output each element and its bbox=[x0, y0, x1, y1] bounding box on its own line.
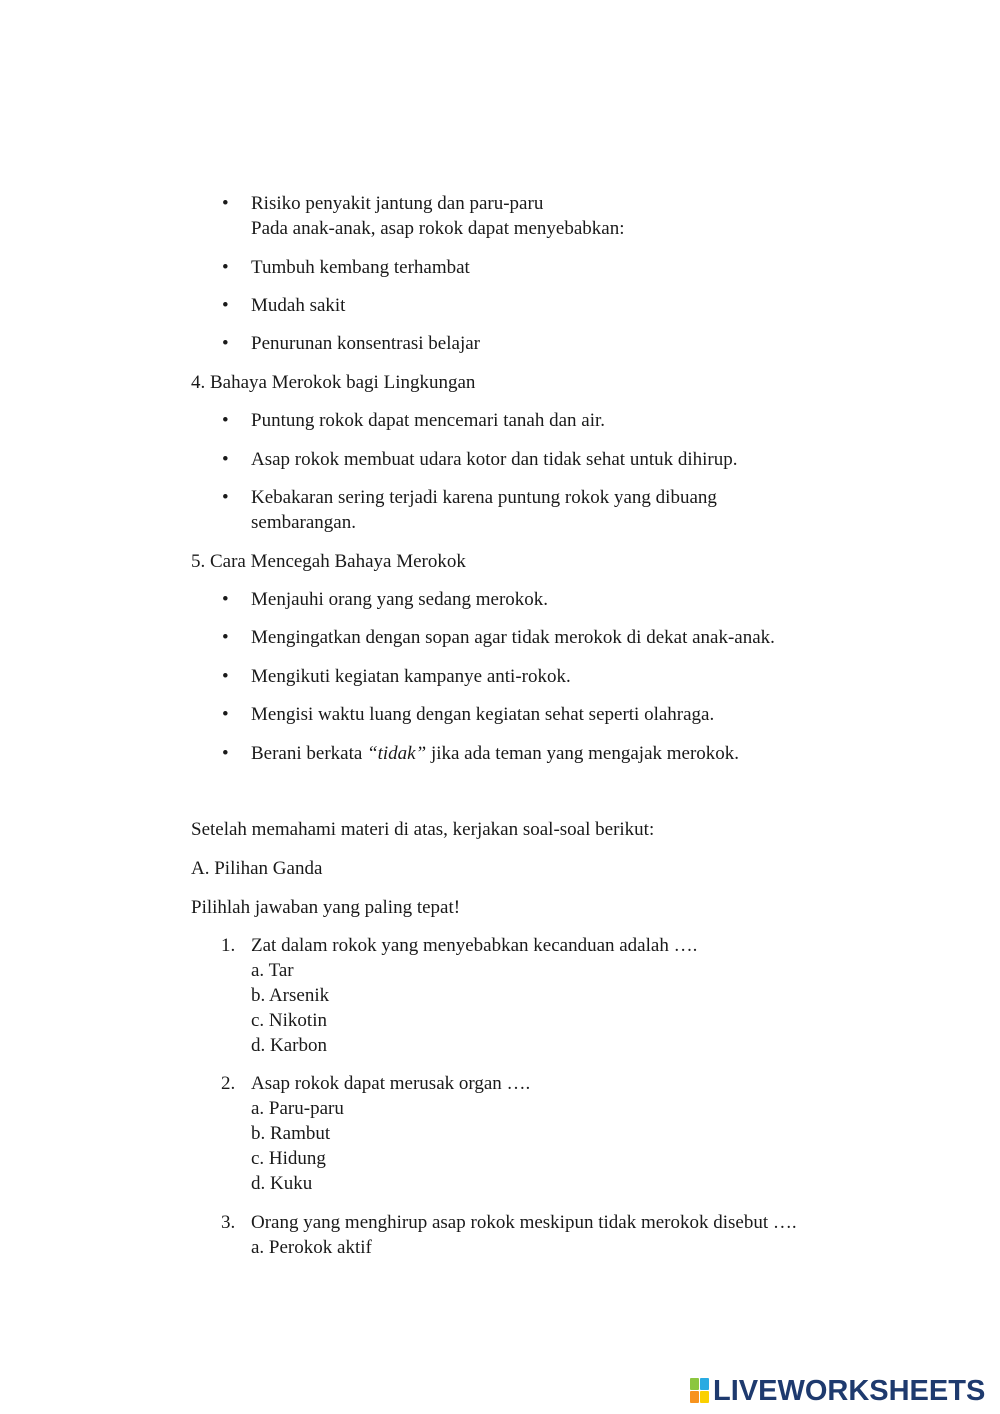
answer-option[interactable]: d. Kuku bbox=[251, 1173, 313, 1194]
liveworksheets-logo[interactable] bbox=[690, 1376, 985, 1406]
bullet-dot: • bbox=[222, 449, 229, 470]
answer-option[interactable]: b. Arsenik bbox=[251, 985, 330, 1006]
bullet-dot: • bbox=[222, 487, 229, 508]
answer-option[interactable]: a. Paru-paru bbox=[251, 1098, 344, 1119]
prevention-item: Mengisi waktu luang dengan kegiatan sehat seperti olahraga. bbox=[251, 704, 715, 725]
answer-option[interactable]: c. Nikotin bbox=[251, 1010, 327, 1031]
exercise-intro: Setelah memahami materi di atas, kerjakan soal-soal berikut: bbox=[191, 819, 655, 840]
children-intro: Pada anak-anak, asap rokok dapat menyebabkan: bbox=[251, 218, 625, 239]
logo-text: LIVEWORKSHEETS bbox=[713, 1374, 986, 1407]
environment-item: Asap rokok membuat udara kotor dan tidak sehat untuk dihirup. bbox=[251, 449, 738, 470]
question-text: Orang yang menghirup asap rokok meskipun tidak merokok disebut …. bbox=[251, 1212, 797, 1233]
say-no-prefix: Berani berkata bbox=[251, 743, 368, 764]
bullet-dot: • bbox=[222, 193, 229, 214]
bullet-dot: • bbox=[222, 410, 229, 431]
bullet-dot: • bbox=[222, 589, 229, 610]
environment-item: Kebakaran sering terjadi karena puntung rokok yang dibuang bbox=[251, 487, 717, 508]
liveworksheets-logo-icon bbox=[690, 1378, 710, 1404]
question-number: 2. bbox=[221, 1073, 236, 1094]
say-no-emphasis: “tidak” bbox=[367, 743, 427, 764]
answer-option[interactable]: d. Karbon bbox=[251, 1035, 327, 1056]
section-4-heading: 4. Bahaya Merokok bagi Lingkungan bbox=[191, 372, 476, 393]
bullet-dot: • bbox=[222, 666, 229, 687]
bullet-dot: • bbox=[222, 743, 229, 764]
environment-item: Puntung rokok dapat mencemari tanah dan air. bbox=[251, 410, 606, 431]
answer-option[interactable]: a. Tar bbox=[251, 960, 294, 981]
answer-option[interactable]: a. Perokok aktif bbox=[251, 1237, 372, 1258]
environment-item-continuation: sembarangan. bbox=[251, 512, 356, 533]
bullet-dot: • bbox=[222, 257, 229, 278]
prevention-item-say-no bbox=[251, 741, 739, 766]
bullet-dot: • bbox=[222, 627, 229, 648]
child-effect-item: Penurunan konsentrasi belajar bbox=[251, 333, 480, 354]
answer-option[interactable]: c. Hidung bbox=[251, 1148, 326, 1169]
child-effect-item: Tumbuh kembang terhambat bbox=[251, 257, 470, 278]
question-number: 3. bbox=[221, 1212, 236, 1233]
prevention-item: Menjauhi orang yang sedang merokok. bbox=[251, 589, 549, 610]
say-no-suffix: jika ada teman yang mengajak merokok. bbox=[426, 743, 740, 764]
question-text: Asap rokok dapat merusak organ …. bbox=[251, 1073, 531, 1094]
prevention-item: Mengikuti kegiatan kampanye anti-rokok. bbox=[251, 666, 571, 687]
bullet-dot: • bbox=[222, 295, 229, 316]
question-number: 1. bbox=[221, 935, 236, 956]
bullet-dot: • bbox=[222, 333, 229, 354]
section-5-heading: 5. Cara Mencegah Bahaya Merokok bbox=[191, 551, 466, 572]
answer-option[interactable]: b. Rambut bbox=[251, 1123, 331, 1144]
prevention-item: Mengingatkan dengan sopan agar tidak merokok di dekat anak-anak. bbox=[251, 627, 775, 648]
question-text: Zat dalam rokok yang menyebabkan kecanduan adalah …. bbox=[251, 935, 698, 956]
exercise-section-title: A. Pilihan Ganda bbox=[191, 858, 323, 879]
exercise-instruction: Pilihlah jawaban yang paling tepat! bbox=[191, 897, 461, 918]
child-effect-item: Mudah sakit bbox=[251, 295, 346, 316]
bullet-dot: • bbox=[222, 704, 229, 725]
health-risk-item: Risiko penyakit jantung dan paru-paru bbox=[251, 193, 544, 214]
